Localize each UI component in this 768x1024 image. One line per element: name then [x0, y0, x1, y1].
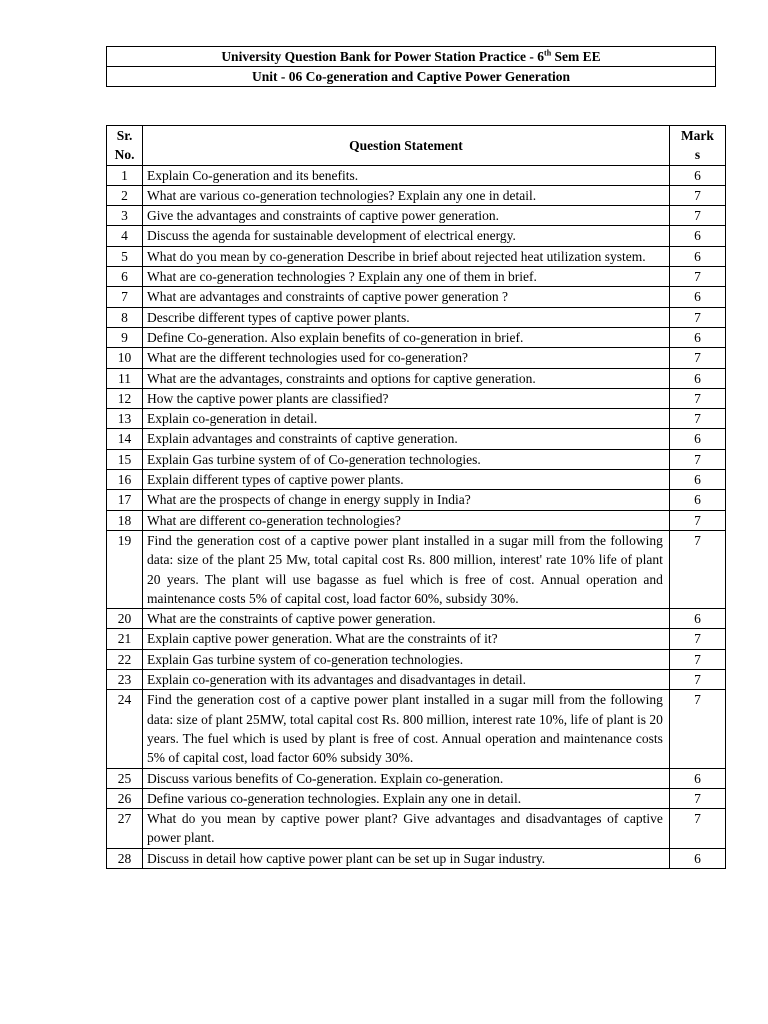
marks-cell: 7	[669, 388, 725, 408]
marks-cell: 6	[669, 768, 725, 788]
sr-cell: 10	[107, 348, 143, 368]
table-row	[107, 768, 726, 788]
table-row	[107, 848, 726, 868]
sr-cell: 18	[107, 510, 143, 530]
sr-cell: 3	[107, 206, 143, 226]
table-row	[107, 530, 726, 608]
table-row	[107, 327, 726, 347]
sr-cell: 25	[107, 768, 143, 788]
sr-cell: 15	[107, 449, 143, 469]
marks-cell: 6	[669, 609, 725, 629]
table-row	[107, 267, 726, 287]
sr-cell: 9	[107, 327, 143, 347]
column-header-question: Question Statement	[143, 126, 670, 166]
marks-cell: 7	[669, 348, 725, 368]
question-cell: What are co-generation technologies ? Explain any one of them in brief.	[143, 267, 670, 287]
table-row	[107, 670, 726, 690]
marks-cell: 7	[669, 649, 725, 669]
sr-cell: 2	[107, 185, 143, 205]
table-row	[107, 629, 726, 649]
question-cell: Discuss the agenda for sustainable development of electrical energy.	[143, 226, 670, 246]
marks-cell: 7	[669, 788, 725, 808]
table-row	[107, 510, 726, 530]
header-title-suffix: Sem EE	[551, 48, 601, 64]
marks-cell: 7	[669, 530, 725, 608]
sr-cell: 16	[107, 470, 143, 490]
sr-cell: 17	[107, 490, 143, 510]
sr-cell: 5	[107, 246, 143, 266]
table-row	[107, 307, 726, 327]
table-row	[107, 185, 726, 205]
question-cell: Explain different types of captive power plants.	[143, 470, 670, 490]
question-cell: What are the constraints of captive power generation.	[143, 609, 670, 629]
question-cell: What are the advantages, constraints and options for captive generation.	[143, 368, 670, 388]
marks-cell: 6	[669, 165, 725, 185]
question-cell: Describe different types of captive power plants.	[143, 307, 670, 327]
marks-cell: 6	[669, 470, 725, 490]
table-row	[107, 429, 726, 449]
marks-cell: 7	[669, 307, 725, 327]
table-row	[107, 409, 726, 429]
sr-cell: 4	[107, 226, 143, 246]
marks-cell: 7	[669, 670, 725, 690]
sr-cell: 24	[107, 690, 143, 768]
marks-cell: 7	[669, 409, 725, 429]
question-cell: Explain captive power generation. What are the constraints of it?	[143, 629, 670, 649]
marks-cell: 7	[669, 809, 725, 849]
question-cell: Explain co-generation with its advantages and disadvantages in detail.	[143, 670, 670, 690]
marks-cell: 6	[669, 287, 725, 307]
question-cell: What do you mean by co-generation Describe in brief about rejected heat utilization system.	[143, 246, 670, 266]
question-cell: Discuss various benefits of Co-generation. Explain co-generation.	[143, 768, 670, 788]
sr-cell: 20	[107, 609, 143, 629]
marks-cell: 6	[669, 429, 725, 449]
question-cell: Explain Co-generation and its benefits.	[143, 165, 670, 185]
table-row	[107, 368, 726, 388]
question-cell: What are the different technologies used for co-generation?	[143, 348, 670, 368]
document-header	[106, 46, 716, 87]
question-table	[106, 125, 726, 869]
sr-cell: 28	[107, 848, 143, 868]
table-row	[107, 388, 726, 408]
sr-cell: 13	[107, 409, 143, 429]
sr-cell: 8	[107, 307, 143, 327]
marks-cell: 7	[669, 449, 725, 469]
marks-cell: 7	[669, 206, 725, 226]
question-cell: What are different co-generation technologies?	[143, 510, 670, 530]
sr-cell: 19	[107, 530, 143, 608]
question-table-body	[107, 165, 726, 868]
column-header-marks: Mark s	[669, 126, 725, 166]
marks-cell: 7	[669, 629, 725, 649]
question-cell: Explain Gas turbine system of co-generation technologies.	[143, 649, 670, 669]
question-cell: What are the prospects of change in energy supply in India?	[143, 490, 670, 510]
header-unit: Unit - 06 Co-generation and Captive Power Generation	[107, 67, 716, 87]
question-cell: What do you mean by captive power plant? Give advantages and disadvantages of captive power plant.	[143, 809, 670, 849]
table-row	[107, 649, 726, 669]
question-cell: Define various co-generation technologies. Explain any one in detail.	[143, 788, 670, 808]
sr-cell: 7	[107, 287, 143, 307]
question-cell: What are advantages and constraints of captive power generation ?	[143, 287, 670, 307]
header-title	[107, 47, 716, 67]
header-title-superscript: th	[544, 48, 552, 57]
marks-cell: 7	[669, 690, 725, 768]
column-header-sr-no: Sr. No.	[107, 126, 143, 166]
question-cell: Discuss in detail how captive power plant can be set up in Sugar industry.	[143, 848, 670, 868]
sr-cell: 23	[107, 670, 143, 690]
sr-cell: 11	[107, 368, 143, 388]
question-cell: Find the generation cost of a captive power plant installed in a sugar mill from the following data: size of the plant 25 Mw, total capital cost Rs. 800 million, interest' rate 10% life of plant 20 years. The plant will use bagasse as fuel which is free of cost. Annual operation and maintenance costs 5% of capital cost, load factor 60%, subsidy 30%.	[143, 530, 670, 608]
question-cell: What are various co-generation technologies? Explain any one in detail.	[143, 185, 670, 205]
question-cell: Find the generation cost of a captive power plant installed in a sugar mill from the following data: size of plant 25MW, total capital cost Rs. 800 million, interest rate 10%, life of plant is 20 years. The fuel which is used by plant is free of cost. Annual operation and maintenance costs 5% of capital cost, load factor 60% subsidy 30%.	[143, 690, 670, 768]
marks-cell: 7	[669, 267, 725, 287]
marks-cell: 6	[669, 246, 725, 266]
table-row	[107, 788, 726, 808]
table-row	[107, 165, 726, 185]
table-row	[107, 490, 726, 510]
table-row	[107, 690, 726, 768]
table-row	[107, 226, 726, 246]
sr-cell: 21	[107, 629, 143, 649]
marks-cell: 6	[669, 368, 725, 388]
question-cell: How the captive power plants are classified?	[143, 388, 670, 408]
sr-cell: 1	[107, 165, 143, 185]
question-cell: Explain advantages and constraints of captive generation.	[143, 429, 670, 449]
sr-cell: 12	[107, 388, 143, 408]
table-row	[107, 246, 726, 266]
sr-cell: 22	[107, 649, 143, 669]
sr-cell: 27	[107, 809, 143, 849]
question-cell: Give the advantages and constraints of captive power generation.	[143, 206, 670, 226]
marks-cell: 6	[669, 848, 725, 868]
marks-cell: 6	[669, 327, 725, 347]
table-row	[107, 348, 726, 368]
sr-cell: 14	[107, 429, 143, 449]
table-row	[107, 449, 726, 469]
marks-cell: 6	[669, 490, 725, 510]
table-row	[107, 809, 726, 849]
marks-cell: 6	[669, 226, 725, 246]
table-row	[107, 609, 726, 629]
table-row	[107, 470, 726, 490]
marks-cell: 7	[669, 185, 725, 205]
marks-cell: 7	[669, 510, 725, 530]
sr-cell: 6	[107, 267, 143, 287]
question-cell: Define Co-generation. Also explain benefits of co-generation in brief.	[143, 327, 670, 347]
table-row	[107, 287, 726, 307]
header-title-prefix: University Question Bank for Power Station Practice - 6	[221, 48, 545, 64]
sr-cell: 26	[107, 788, 143, 808]
question-cell: Explain Gas turbine system of of Co-generation technologies.	[143, 449, 670, 469]
question-cell: Explain co-generation in detail.	[143, 409, 670, 429]
table-row	[107, 206, 726, 226]
